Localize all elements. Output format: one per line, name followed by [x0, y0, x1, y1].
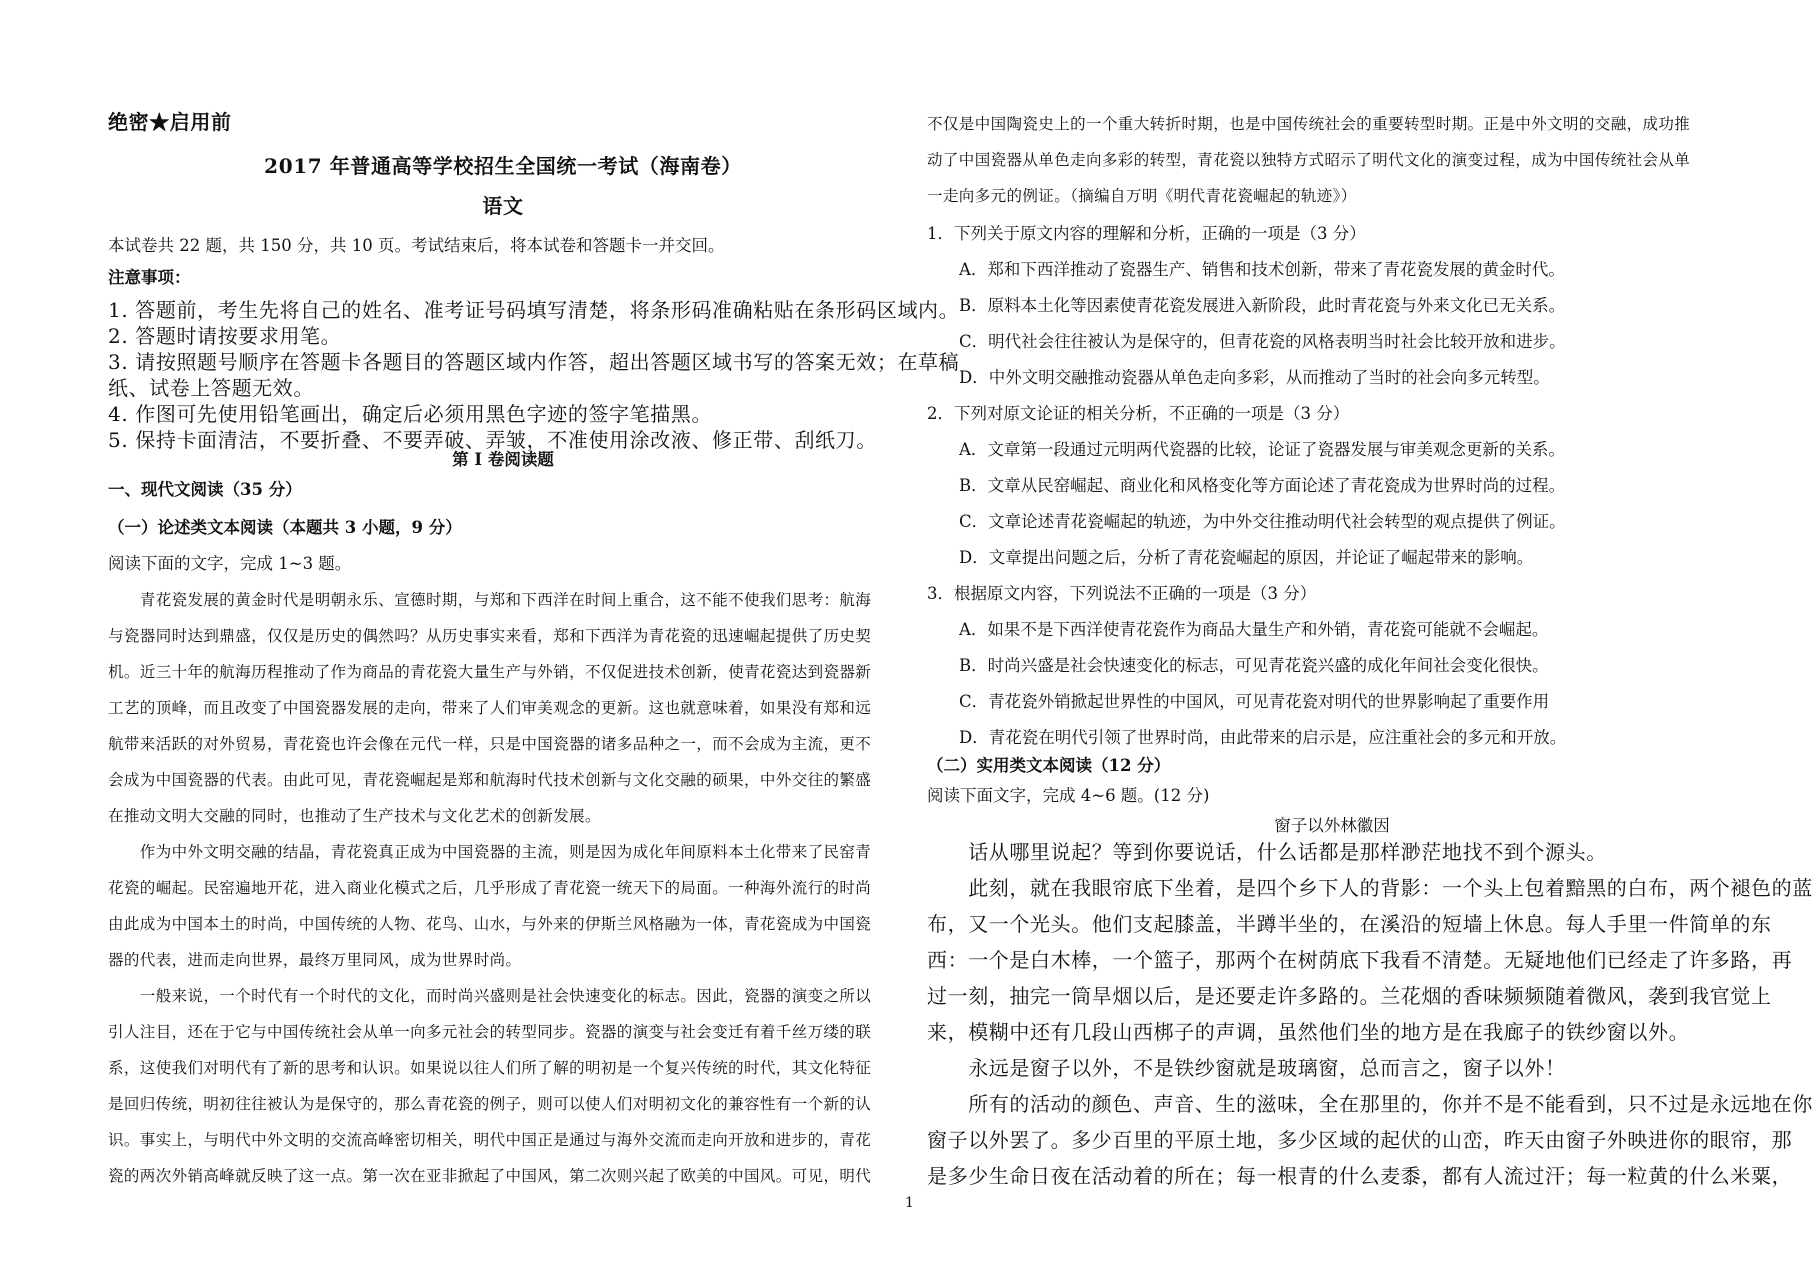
essay-line: 布，又一个光头。他们支起膝盖，半蹲半坐的，在溪沿的短墙上休息。每人手里一件简单的东	[927, 912, 1772, 936]
exam-intro: 本试卷共 22 题，共 150 分，共 10 页。考试结束后，将本试卷和答题卡一并交回。	[108, 236, 725, 255]
passage-line: 花瓷的崛起。民窑遍地开花，进入商业化模式之后，几乎形成了青花瓷一统天下的局面。一种海外流行的时尚	[108, 879, 872, 897]
passage-line: 引人注目，还在于它与中国传统社会从单一向多元社会的转型同步。瓷器的演变与社会变迁有着千丝万缕的联	[108, 1023, 872, 1041]
page-number: 1	[905, 1195, 914, 1211]
passage-line: 器的代表，进而走向世界，最终万里同风，成为世界时尚。	[108, 951, 522, 969]
question-option: B．原料本土化等因素使青花瓷发展进入新阶段，此时青花瓷与外来文化已无关系。	[959, 296, 1566, 315]
question-option: B．时尚兴盛是社会快速变化的标志，可见青花瓷兴盛的成化年间社会变化很快。	[959, 656, 1549, 675]
essay-line: 过一刻，抽完一筒旱烟以后，是还要走许多路的。兰花烟的香味频频随着微风，袭到我官觉上	[927, 984, 1772, 1008]
essay-line: 西：一个是白木棒，一个篮子，那两个在树荫底下我看不清楚。无疑地他们已经走了许多路，再	[927, 948, 1793, 972]
note-item: 5. 保持卡面清洁，不要折叠、不要弄破、弄皱，不准使用涂改液、修正带、刮纸刀。	[108, 428, 877, 452]
question-option: D．中外文明交融推动瓷器从单色走向多彩，从而推动了当时的社会向多元转型。	[959, 368, 1550, 387]
passage-line: 机。近三十年的航海历程推动了作为商品的青花瓷大量生产与外销，不仅促进技术创新，使青花瓷达到瓷器新	[108, 663, 872, 681]
subject-title: 语文	[482, 194, 524, 218]
note-item: 2. 答题时请按要求用笔。	[108, 324, 342, 348]
question-option: C．青花瓷外销掀起世界性的中国风，可见青花瓷对明代的世界影响起了重要作用	[959, 692, 1550, 711]
note-item: 纸、试卷上答题无效。	[108, 376, 314, 400]
exam-title: 2017 年普通高等学校招生全国统一考试（海南卷）	[264, 154, 742, 178]
passage-line: 会成为中国瓷器的代表。由此可见，青花瓷崛起是郑和航海时代技术创新与文化交融的硕果，中外交往的繁盛	[108, 771, 872, 789]
passage-source: 一走向多元的例证。（摘编自万明《明代青花瓷崛起的轨迹》）	[927, 187, 1357, 205]
question-stem: 2．下列对原文论证的相关分析，不正确的一项是（3 分）	[927, 404, 1350, 423]
question-option: A．文章第一段通过元明两代瓷器的比较，论证了瓷器发展与审美观念更新的关系。	[959, 440, 1565, 459]
question-option: D．文章提出问题之后，分析了青花瓷崛起的原因，并论证了崛起带来的影响。	[959, 548, 1534, 567]
subsection-heading: （一）论述类文本阅读（本题共 3 小题，9 分）	[108, 518, 462, 537]
subsection-heading: （二）实用类文本阅读（12 分）	[927, 756, 1171, 775]
essay-title: 窗子以外林徽因	[1274, 816, 1390, 835]
question-option: C．文章论述青花瓷崛起的轨迹，为中外交往推动明代社会转型的观点提供了例证。	[959, 512, 1566, 531]
question-option: A．郑和下西洋推动了瓷器生产、销售和技术创新，带来了青花瓷发展的黄金时代。	[959, 260, 1565, 279]
passage-line: 航带来活跃的对外贸易，青花瓷也许会像在元代一样，只是中国瓷器的诸多品种之一，而不会成为主流，更不	[108, 735, 872, 753]
passage-line: 不仅是中国陶瓷史上的一个重大转折时期，也是中国传统社会的重要转型时期。正是中外文明的交融，成功推	[927, 115, 1691, 133]
section-heading: 一、现代文阅读（35 分）	[108, 480, 302, 499]
passage-line: 瓷的两次外销高峰就反映了这一点。第一次在亚非掀起了中国风，第二次则兴起了欧美的中国风。可见，明代	[108, 1167, 872, 1185]
reading-instruction: 阅读下面的文字，完成 1~3 题。	[108, 554, 352, 573]
note-item: 1. 答题前，考生先将自己的姓名、准考证号码填写清楚，将条形码准确粘贴在条形码区域内。	[108, 298, 960, 322]
note-item: 3. 请按照题号顺序在答题卡各题目的答题区域内作答，超出答题区域书写的答案无效；在草稿	[108, 350, 960, 374]
notes-title: 注意事项：	[108, 268, 191, 287]
question-stem: 1．下列关于原文内容的理解和分析，正确的一项是（3 分）	[927, 224, 1366, 243]
passage-line: 动了中国瓷器从单色走向多彩的转型，青花瓷以独特方式昭示了明代文化的演变过程，成为中国传统社会从单	[927, 151, 1691, 169]
essay-line: 窗子以外罢了。多少百里的平原土地，多少区域的起伏的山峦，昨天由窗子外映进你的眼帘，那	[927, 1128, 1793, 1152]
essay-line: 是多少生命日夜在活动着的所在；每一根青的什么麦黍，都有人流过汗；每一粒黄的什么米粟，	[927, 1164, 1793, 1188]
passage-line: 一般来说，一个时代有一个时代的文化，而时尚兴盛则是社会快速变化的标志。因此，瓷器的演变之所以	[108, 987, 872, 1005]
passage-line: 由此成为中国本土的时尚，中国传统的人物、花鸟、山水，与外来的伊斯兰风格融为一体，青花瓷成为中国瓷	[108, 915, 872, 933]
question-stem: 3．根据原文内容，下列说法不正确的一项是（3 分）	[927, 584, 1317, 603]
essay-line: 来，模糊中还有几段山西梆子的声调，虽然他们坐的地方是在我廊子的铁纱窗以外。	[927, 1020, 1690, 1044]
essay-line: 所有的活动的颜色、声音、生的滋味，全在那里的，你并不是不能看到，只不过是永远地在你	[927, 1092, 1813, 1116]
passage-line: 与瓷器同时达到鼎盛，仅仅是历史的偶然吗？从历史事实来看，郑和下西洋为青花瓷的迅速崛起提供了历史契	[108, 627, 872, 645]
question-option: B．文章从民窑崛起、商业化和风格变化等方面论述了青花瓷成为世界时尚的过程。	[959, 476, 1566, 495]
essay-line: 此刻，就在我眼帘底下坐着，是四个乡下人的背影：一个头上包着黯黑的白布，两个褪色的蓝	[927, 876, 1813, 900]
question-option: C．明代社会往往被认为是保守的，但青花瓷的风格表明当时社会比较开放和进步。	[959, 332, 1566, 351]
passage-line: 是回归传统，明初往往被认为是保守的，那么青花瓷的例子，则可以使人们对明初文化的兼容性有一个新的认	[108, 1095, 872, 1113]
passage-line: 在推动文明大交融的同时，也推动了生产技术与文化艺术的创新发展。	[108, 807, 601, 825]
question-option: A．如果不是下西洋使青花瓷作为商品大量生产和外销，青花瓷可能就不会崛起。	[959, 620, 1549, 639]
question-option: D．青花瓷在明代引领了世界时尚，由此带来的启示是，应注重社会的多元和开放。	[959, 728, 1567, 747]
secret-label: 绝密★启用前	[108, 110, 232, 134]
passage-line: 识。事实上，与明代中外文明的交流高峰密切相关，明代中国正是通过与海外交流而走向开放和进步的，青花	[108, 1131, 872, 1149]
reading-instruction: 阅读下面文字，完成 4~6 题。(12 分)	[927, 786, 1210, 805]
note-item: 4. 作图可先使用铅笔画出，确定后必须用黑色字迹的签字笔描黑。	[108, 402, 713, 426]
essay-line: 永远是窗子以外，不是铁纱窗就是玻璃窗，总而言之，窗子以外！	[927, 1056, 1566, 1080]
passage-line: 系，这使我们对明代有了新的思考和认识。如果说以往人们所了解的明初是一个复兴传统的时代，其文化特征	[108, 1059, 872, 1077]
essay-line: 话从哪里说起？等到你要说话，什么话都是那样渺茫地找不到个源头。	[927, 840, 1607, 864]
part-title: 第 I 卷阅读题	[452, 450, 554, 469]
passage-line: 工艺的顶峰，而且改变了中国瓷器发展的走向，带来了人们审美观念的更新。这也就意味着，如果没有郑和远	[108, 699, 872, 717]
passage-line: 作为中外文明交融的结晶，青花瓷真正成为中国瓷器的主流，则是因为成化年间原料本土化带来了民窑青	[108, 843, 872, 861]
passage-line: 青花瓷发展的黄金时代是明朝永乐、宣德时期，与郑和下西洋在时间上重合，这不能不使我们思考：航海	[108, 591, 872, 609]
